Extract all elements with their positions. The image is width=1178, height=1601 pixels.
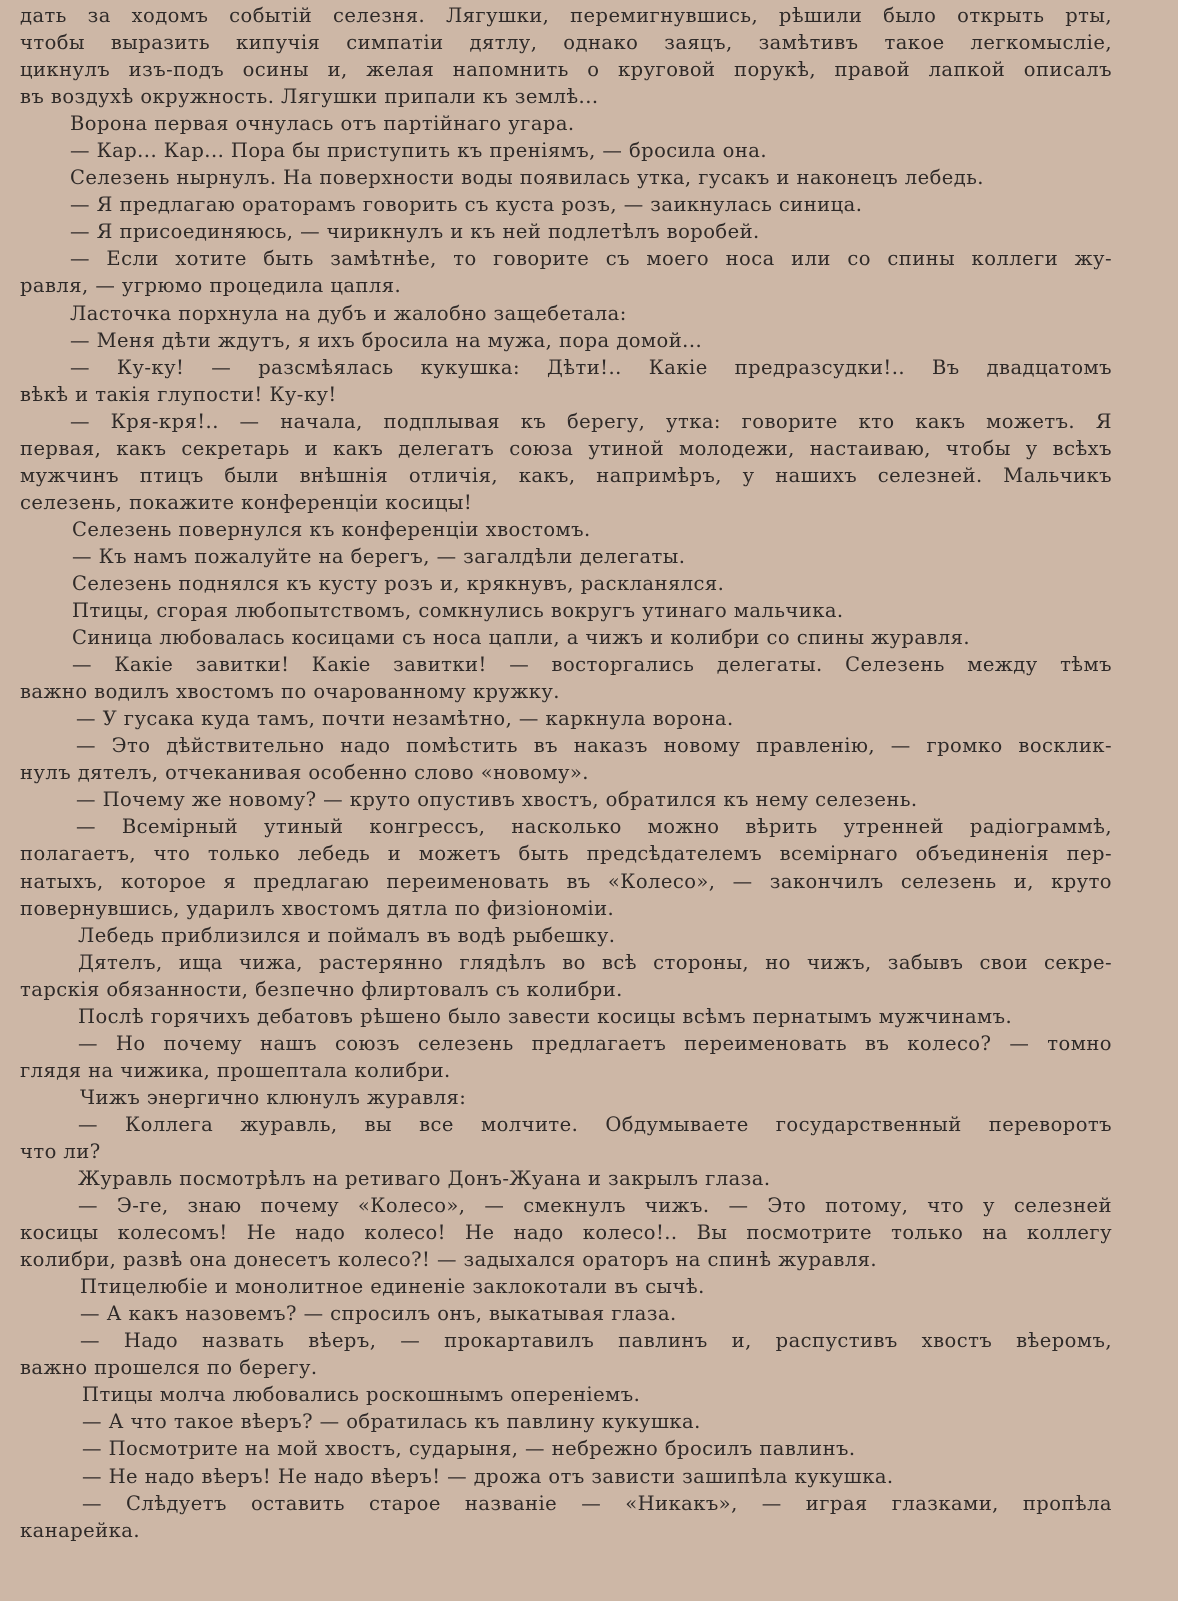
text-line: дать за ходомъ событій селезня. Лягушки, перемигнувшись, рѣшили было открыть рты, xyxy=(20,4,1112,27)
text-line: натыхъ, которое я предлагаю переименовать въ «Колесо», — закончилъ селезень и, круто xyxy=(20,869,1112,893)
text-line: въ воздухѣ окружность. Лягушки припали къ землѣ... xyxy=(20,85,599,109)
text-line: — Но почему нашъ союзъ селезень предлагаетъ переименовать въ колесо? — томно xyxy=(78,1031,1112,1055)
text-line: Селезень нырнулъ. На поверхности воды появилась утка, гусакъ и наконецъ лебедь. xyxy=(70,166,984,190)
text-line: — Кря-кря!.. — начала, подплывая къ берегу, утка: говорите кто какъ можетъ. Я xyxy=(70,409,1112,433)
text-line: Птицы, сгорая любопытствомъ, сомкнулись вокругъ утинаго мальчика. xyxy=(72,599,844,623)
text-line: Синица любовалась косицами съ носа цапли, а чижъ и колибри со спины журавля. xyxy=(72,626,971,650)
text-line: первая, какъ секретарь и какъ делегатъ союза утиной молодежи, настаиваю, чтобы у всѣхъ xyxy=(20,436,1112,460)
text-line: — Это дѣйствительно надо помѣстить въ наказъ новому правленію, — громко восклик- xyxy=(76,734,1112,758)
text-line: вѣкѣ и такія глупости! Ку-ку! xyxy=(20,382,337,406)
text-line: — А какъ назовемъ? — спросилъ онъ, выкатывая глаза. xyxy=(80,1302,677,1326)
text-line: — Коллега журавль, вы все молчите. Обдумываете государственный переворотъ xyxy=(78,1112,1112,1136)
text-line: Птицелюбіе и монолитное единеніе заклокотали въ сычѣ. xyxy=(80,1275,705,1299)
text-line: — Если хотите быть замѣтнѣе, то говорите съ моего носа или со спины коллеги жу- xyxy=(70,247,1112,271)
text-line: — Почему же новому? — круто опустивъ хвостъ, обратился къ нему селезень. xyxy=(76,788,918,812)
text-line: канарейка. xyxy=(20,1518,140,1542)
text-line: — Не надо вѣеръ! Не надо вѣеръ! — дрожа отъ зависти зашипѣла кукушка. xyxy=(82,1464,894,1488)
text-line: равля, — угрюмо процедила цапля. xyxy=(20,274,402,298)
text-line: Птицы молча любовались роскошнымъ опереніемъ. xyxy=(82,1383,641,1407)
text-line: — Слѣдуетъ оставить старое названіе — «Никакъ», — играя глазками, пропѣла xyxy=(82,1491,1112,1515)
text-line: — Я присоединяюсь, — чирикнулъ и къ ней подлетѣлъ воробей. xyxy=(70,220,760,244)
text-line: Чижъ энергично клюнулъ журавля: xyxy=(80,1085,467,1109)
text-line: — Кар... Кар... Пора бы приступить къ преніямъ, — бросила она. xyxy=(70,139,768,163)
text-line: косицы колесомъ! Не надо колесо! Не надо колесо!.. Вы посмотрите только на коллегу xyxy=(20,1221,1112,1245)
text-line: Селезень повернулся къ конференціи хвостомъ. xyxy=(72,517,591,541)
text-line: полагаетъ, что только лебедь и можетъ быть предсѣдателемъ всемірнаго объединенія пер- xyxy=(20,842,1112,866)
text-line: Селезень поднялся къ кусту розъ и, крякнувъ, раскланялся. xyxy=(72,571,725,595)
text-line: глядя на чижика, прошептала колибри. xyxy=(20,1058,451,1082)
text-line: — Ку-ку! — разсмѣялась кукушка: Дѣти!.. Какіе предразсудки!.. Въ двадцатомъ xyxy=(70,355,1112,379)
text-line: Дятелъ, ища чижа, растерянно глядѣлъ во всѣ стороны, но чижъ, забывъ свои секре- xyxy=(78,950,1112,974)
text-line: — Э-ге, знаю почему «Колесо», — смекнулъ чижъ. — Это потому, что у селезней xyxy=(78,1194,1112,1218)
text-line: что ли? xyxy=(20,1139,101,1163)
text-line: — Я предлагаю ораторамъ говорить съ куста розъ, — заикнулась синица. xyxy=(70,193,863,217)
text-line: чтобы выразить кипучія симпатіи дятлу, однако заяцъ, замѣтивъ такое легкомысліе, xyxy=(20,31,1112,55)
text-line: — Надо назвать вѣеръ, — прокартавилъ павлинъ и, распустивъ хвостъ вѣеромъ, xyxy=(80,1329,1112,1353)
text-line: селезень, покажите конференціи косицы! xyxy=(20,490,473,514)
text-line: — У гусака куда тамъ, почти незамѣтно, — каркнула ворона. xyxy=(76,707,734,731)
text-line: — Къ намъ пожалуйте на берегъ, — загалдѣли делегаты. xyxy=(72,544,686,568)
text-line: Журавль посмотрѣлъ на ретиваго Донъ-Жуана и закрылъ глаза. xyxy=(78,1167,771,1191)
text-line: тарскія обязанности, безпечно флиртовалъ съ колибри. xyxy=(20,977,623,1001)
text-line: — Посмотрите на мой хвостъ, сударыня, — небрежно бросилъ павлинъ. xyxy=(82,1437,856,1461)
text-line: — Меня дѣти ждутъ, я ихъ бросила на мужа, пора домой... xyxy=(70,328,703,352)
text-line: Лебедь приблизился и поймалъ въ водѣ рыбешку. xyxy=(78,923,616,947)
text-line: нулъ дятелъ, отчеканивая особенно слово «новому». xyxy=(20,761,589,785)
text-line: — А что такое вѣеръ? — обратилась къ павлину кукушка. xyxy=(82,1410,701,1434)
text-line: важно прошелся по берегу. xyxy=(20,1356,318,1380)
text-line: — Всемірный утиный конгрессъ, насколько можно вѣрить утренней радіограммѣ, xyxy=(76,815,1112,839)
text-line: повернувшись, ударилъ хвостомъ дятла по физіономіи. xyxy=(20,896,615,920)
text-line: Ворона первая очнулась отъ партійнаго угара. xyxy=(70,112,575,136)
text-line: колибри, развѣ она донесетъ колесо?! — задыхался ораторъ на спинѣ журавля. xyxy=(20,1248,878,1272)
text-line: цикнулъ изъ-подъ осины и, желая напомнить о круговой порукѣ, правой лапкой описалъ xyxy=(20,58,1112,82)
text-line: Послѣ горячихъ дебатовъ рѣшено было завести косицы всѣмъ пернатымъ мужчинамъ. xyxy=(78,1004,1013,1028)
text-line: Ласточка порхнула на дубъ и жалобно защебетала: xyxy=(70,301,627,325)
text-line: важно водилъ хвостомъ по очарованному кружку. xyxy=(20,680,560,704)
text-line: мужчинъ птицъ были внѣшнія отличія, какъ, напримѣръ, у нашихъ селезней. Мальчикъ xyxy=(20,463,1112,487)
text-line: — Какіе завитки! Какіе завитки! — восторгались делегаты. Селезень между тѣмъ xyxy=(72,653,1112,677)
